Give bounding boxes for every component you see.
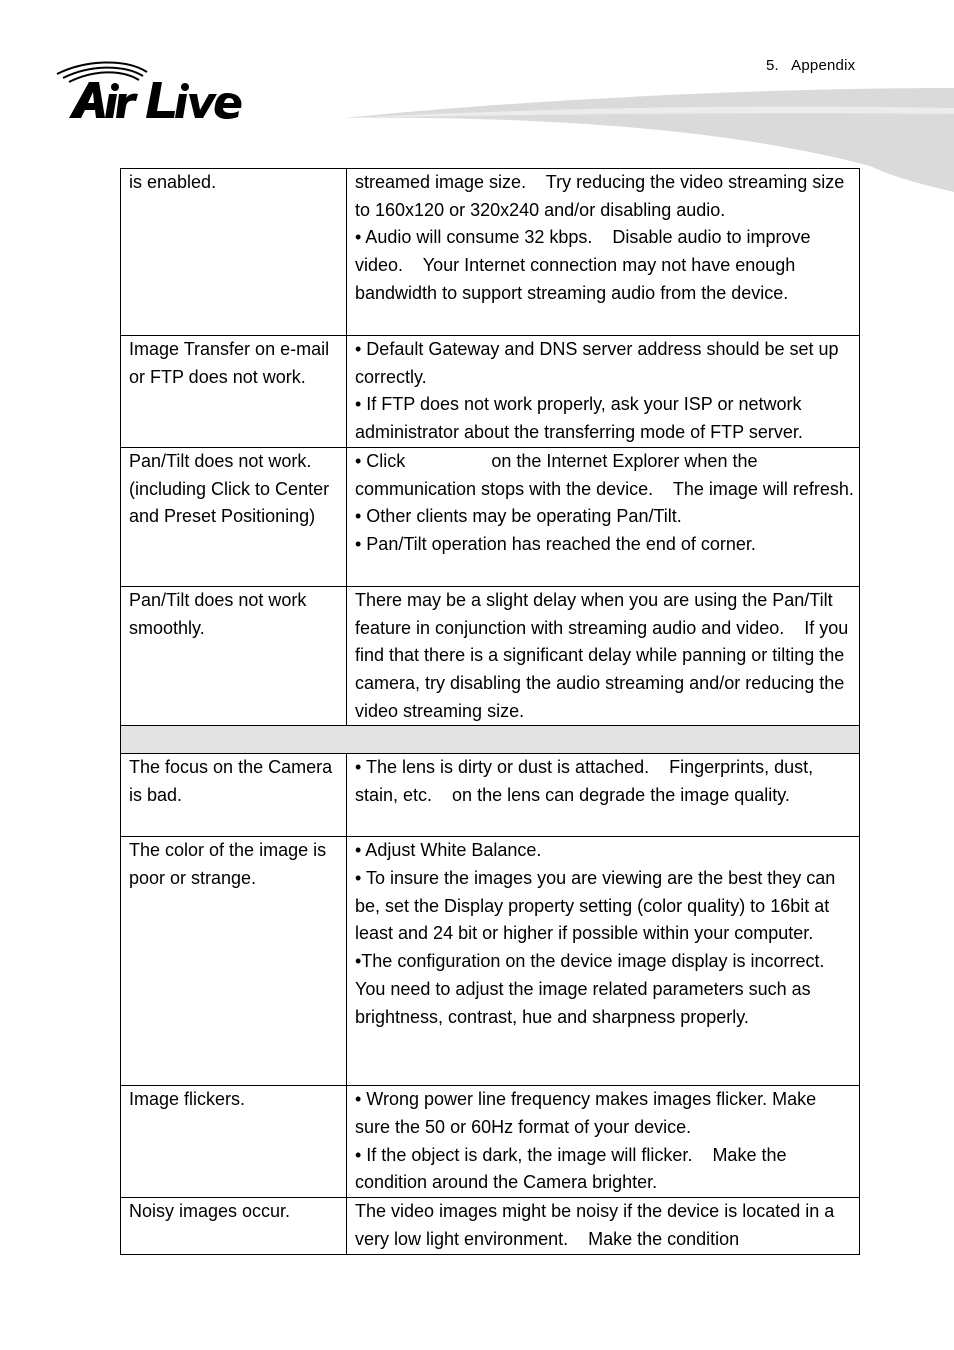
problem-cell — [121, 447, 347, 586]
problem-cell — [121, 586, 347, 726]
solution-cell — [347, 837, 860, 1086]
problem-text: is enabled. — [129, 172, 217, 192]
problem-text: Pan/Tilt does not work smoothly. — [129, 589, 312, 638]
refresh-icon — [405, 453, 491, 471]
solution-text: • Adjust White Balance. — [355, 840, 542, 861]
problem-cell — [121, 1086, 347, 1198]
section-header-cell — [121, 726, 860, 754]
table-row — [121, 336, 860, 448]
solution-cell — [347, 586, 860, 726]
solution-cell — [347, 754, 860, 837]
solution-cell — [347, 169, 860, 336]
problem-cell — [121, 169, 347, 336]
table-row — [121, 169, 860, 336]
airlive-logo — [55, 58, 285, 124]
table-row — [121, 586, 860, 726]
section-header-row — [121, 726, 860, 754]
problem-cell — [121, 1198, 347, 1254]
solution-text: • Default Gateway and DNS server address should be set up correctly. — [355, 339, 844, 387]
problem-cell — [121, 754, 347, 837]
solution-text: streamed image size. Try reducing the video streaming size to 160x120 or 320x240 and/or disabling audio. — [355, 172, 850, 220]
table-row — [121, 1198, 860, 1254]
problem-text: The color of the image is poor or strange. — [129, 840, 332, 889]
solution-cell — [347, 1086, 860, 1198]
solution-text: • The lens is dirty or dust is attached. Fingerprints, dust, stain, etc. on the lens can degrade the image quality. — [355, 757, 819, 806]
table-row — [121, 447, 860, 586]
problem-cell — [121, 837, 347, 1086]
problem-text: Noisy images occur. — [129, 1201, 291, 1222]
table-row — [121, 754, 860, 837]
troubleshooting-table — [120, 168, 860, 1255]
problem-text: Pan/Tilt does not work. (including Click to Center and Preset Positioning) — [129, 450, 335, 527]
section-label: 5. Appendix — [766, 57, 856, 74]
solution-text: The video images might be noisy if the device is located in a very low light environment. Make the condition — [355, 1201, 840, 1249]
solution-cell — [347, 336, 860, 448]
solution-text: • Wrong power line frequency makes images flicker. Make sure the 50 or 60Hz format of your device. — [355, 1089, 822, 1138]
solution-text: • Pan/Tilt operation has reached the end of corner. — [355, 533, 756, 554]
airlive-logo-mark — [55, 58, 285, 124]
problem-cell — [121, 336, 347, 448]
solution-text: •The configuration on the device image display is incorrect. You need to adjust the image related parameters such as brightness, contrast, hue and sharpness properly. — [355, 951, 845, 1027]
click-suffix: on the Internet Explorer when the communication stops with the device. The image will refresh. — [355, 450, 854, 499]
problem-text: Image Transfer on e-mail or FTP does not work. — [129, 339, 335, 387]
click-prefix: • Click — [355, 450, 406, 471]
solution-cell — [347, 447, 860, 586]
solution-text: • Other clients may be operating Pan/Tilt. — [355, 506, 682, 527]
table-row — [121, 1086, 860, 1198]
solution-cell — [347, 1198, 860, 1254]
problem-text: The focus on the Camera is bad. — [129, 757, 338, 806]
solution-text: • To insure the images you are viewing are the best they can be, set the Display property setting (color quality) to 16bit at least and 24 bit or higher if possible within your computer. — [355, 868, 841, 944]
solution-text: • If the object is dark, the image will flicker. Make the condition around the Camera brighter. — [355, 1144, 792, 1193]
solution-text: There may be a slight delay when you are using the Pan/Tilt feature in conjunction with streaming audio and video. If you find that there is a significant delay while panning or tilting the camera, try disabling the audio streaming and/or reducing the video streaming size. — [355, 589, 854, 721]
solution-text — [355, 448, 855, 503]
solution-text: • If FTP does not work properly, ask your ISP or network administrator about the transferring mode of FTP server. — [355, 394, 807, 443]
problem-text: Image flickers. — [129, 1089, 246, 1110]
table-row — [121, 837, 860, 1086]
solution-text: • Audio will consume 32 kbps. Disable audio to improve video. Your Internet connection may not have enough bandwidth to support streaming audio from the device. — [355, 227, 816, 303]
